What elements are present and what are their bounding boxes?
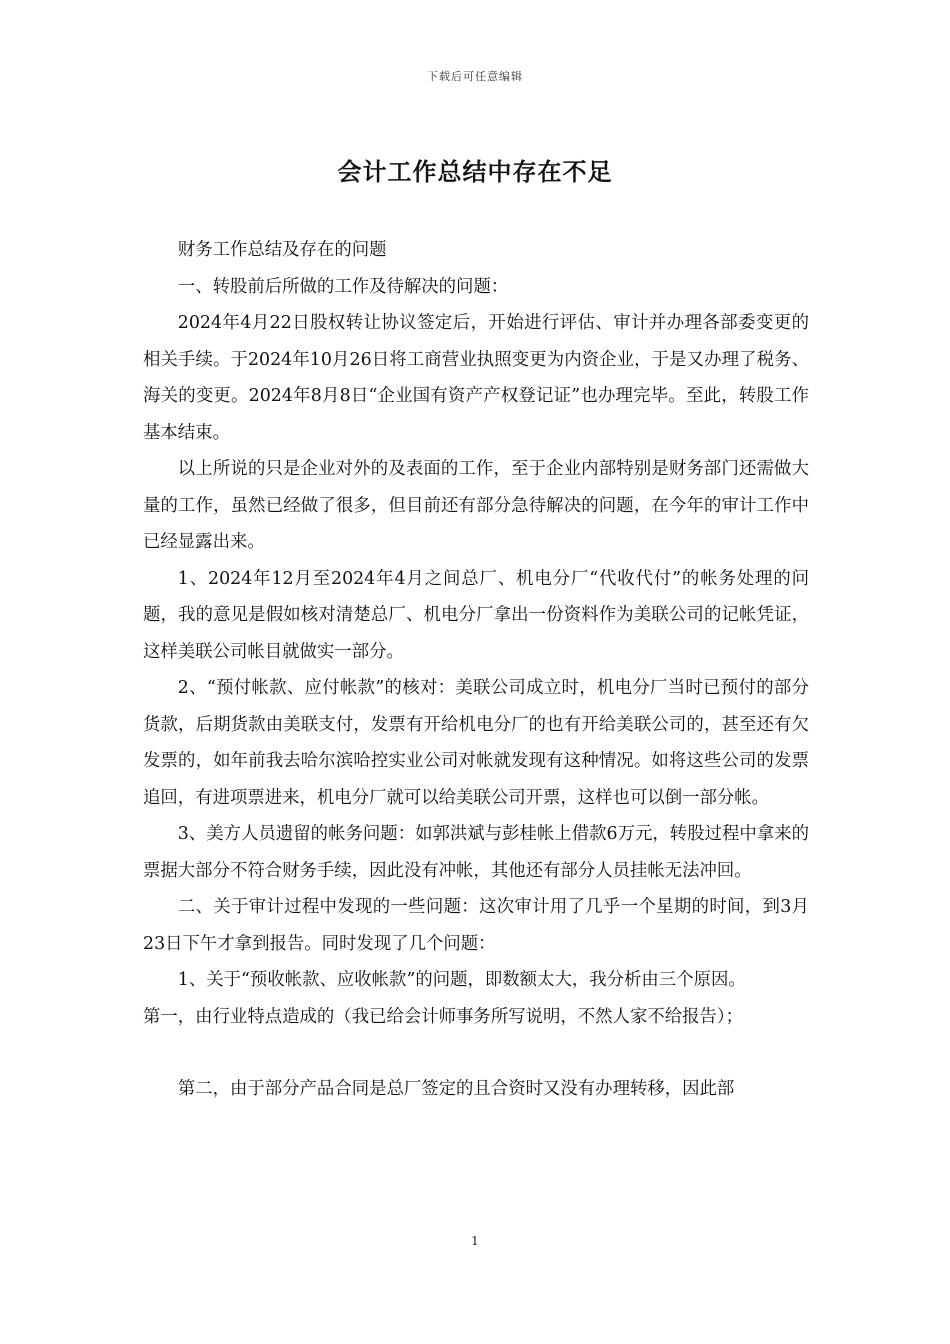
paragraph-item-1: 1、2024年12月至2024年4月之间总厂、机电分厂“代收代付”的帐务处理的问题，我的意见是假如核对清楚总厂、机电分厂拿出一份资料作为美联公司的记帐凭证，这样美联公司帐目就做实一部分。: [143, 568, 809, 662]
page-header-note: 下载后可任意编辑: [427, 70, 523, 83]
paragraph-second-reason: 第二，由于部分产品合同是总厂签定的且合资时又没有办理转移，因此部: [177, 1079, 735, 1099]
paragraph: 2024年4月22日股权转让协议签定后，开始进行评估、审计并办理各部委变更的相关手续。于2024年10月26日将工商营业执照变更为内资企业，于是又办理了税务、海关的变更。2024年8月8日“企业国有资产产权登记证”也办理完毕。至此，转股工作基本结束。: [143, 313, 809, 443]
document-body: [143, 232, 809, 1108]
paragraph-part-one-heading: 一、转股前后所做的工作及待解决的问题：: [177, 276, 509, 297]
paragraph-section-heading: 财务工作总结及存在的问题: [177, 240, 387, 260]
document-title: 会计工作总结中存在不足: [337, 157, 613, 186]
paragraph-item-3: 3、美方人员遗留的帐务问题：如郭洪斌与彭桂帐上借款6万元，转股过程中拿来的票据大部分不符合财务手续，因此没有冲帐，其他还有部分人员挂帐无法冲回。: [143, 824, 809, 881]
page-number: 1: [471, 1234, 479, 1248]
paragraph-part-two-item-1: 1、关于“预收帐款、应收帐款”的问题，即数额太大，我分析由三个原因。: [177, 970, 746, 990]
paragraph-item-2: 2、“预付帐款、应付帐款”的核对：美联公司成立时，机电分厂当时已预付的部分货款，后期货款由美联支付，发票有开给机电分厂的也有开给美联公司的，甚至还有欠发票的，如年前我去哈尔滨哈控实业公司对帐就发现有这种情况。如将这些公司的发票追回，有进项票进来，机电分厂就可以给美联公司开票，这样也可以倒一部分帐。: [143, 678, 809, 808]
paragraph-first-reason: 第一，由行业特点造成的（我已给会计师事务所写说明，不然人家不给报告）；: [143, 1006, 743, 1027]
paragraph: 以上所说的只是企业对外的及表面的工作，至于企业内部特别是财务部门还需做大量的工作，虽然已经做了很多，但目前还有部分急待解决的问题，在今年的审计工作中已经显露出来。: [143, 459, 809, 552]
paragraph-part-two-heading: 二、关于审计过程中发现的一些问题：这次审计用了几乎一个星期的时间，到3月23日下午才拿到报告。同时发现了几个问题：: [143, 897, 809, 954]
